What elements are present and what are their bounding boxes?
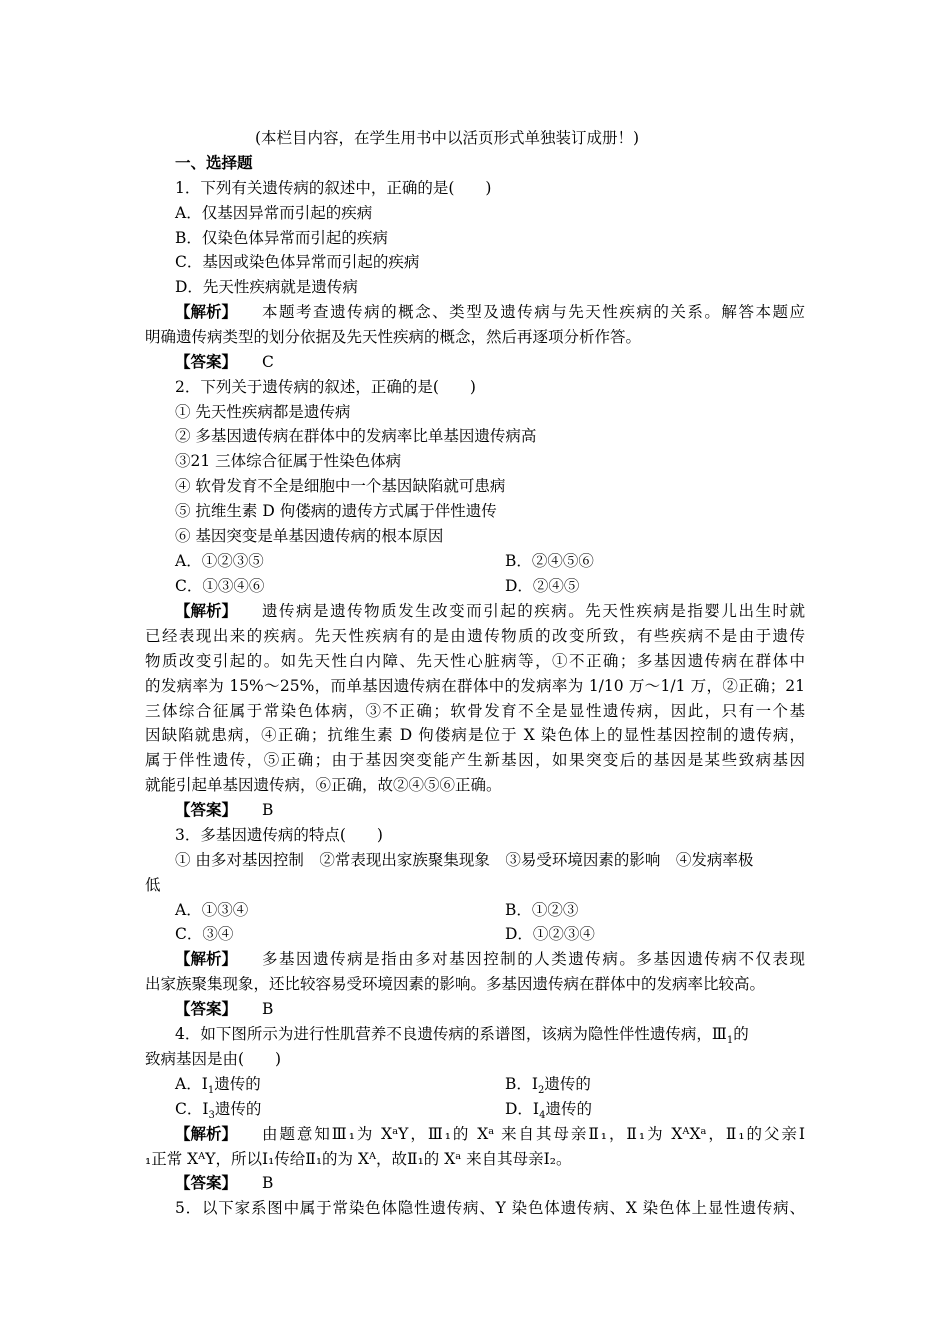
q2-analysis-label: 【解析】 <box>175 601 238 620</box>
q1-analysis-label: 【解析】 <box>175 302 238 321</box>
q4-option-a: A．$Ⅰ_1$遗传的 <box>175 1075 261 1097</box>
q2-stem: 2．下列关于遗传病的叙述，正确的是( ) <box>175 378 476 396</box>
q3-option-c: C．③④ <box>175 925 234 943</box>
q1-stem: 1．下列有关遗传病的叙述中，正确的是( ) <box>175 179 492 197</box>
q3-option-d: D．①②③④ <box>505 925 595 943</box>
q2-option-a: A．①②③⑤ <box>175 552 264 570</box>
q3-option-a: A．①③④ <box>175 901 249 919</box>
q4-stem: 4．如下图所示为进行性肌营养不良遗传病的系谱图，该病为隐性伴性遗传病，$Ⅲ_1$的 <box>175 1025 749 1047</box>
q2-option-d: D．②④⑤ <box>505 577 580 595</box>
q3-items: ① 由多对基因控制 ②常表现出家族聚集现象 ③易受环境因素的影响 ④发病率极 <box>175 851 754 869</box>
q2-analysis-line: 的发病率为 15%～25%，而单基因遗传病在群体中的发病率为 1/10 万～1/1 万，②正确；21 <box>145 677 805 695</box>
q3-items-cont: 低 <box>145 876 161 894</box>
q1-option-a: A．仅基因异常而引起的疾病 <box>175 204 373 222</box>
q2-analysis-line: 已经表现出来的疾病。先天性疾病有的是由遗传物质的改变所致，有些疾病不是由于遗传 <box>145 627 805 645</box>
q1-option-d: D．先天性疾病就是遗传病 <box>175 278 358 296</box>
q4-stem-cont: 致病基因是由( ) <box>145 1050 282 1068</box>
q4-analysis-line: ₁正常 XᴬY，所以Ⅰ₁传给Ⅱ₁的为 Xᴬ，故Ⅱ₁的 Xᵃ 来自其母亲Ⅰ₂。 <box>145 1150 572 1168</box>
q2-item: ② 多基因遗传病在群体中的发病率比单基因遗传病高 <box>175 427 537 445</box>
q1-analysis-line: 明确遗传病类型的划分依据及先天性疾病的概念，然后再逐项分析作答。 <box>145 328 642 346</box>
header-note: (本栏目内容，在学生用书中以活页形式单独装订成册！) <box>255 129 640 147</box>
q1-answer: C <box>262 353 274 371</box>
q4-option-b: B．$Ⅰ_2$遗传的 <box>505 1075 591 1097</box>
q1-option-c: C．基因或染色体异常而引起的疾病 <box>175 253 420 271</box>
q3-option-b: B．①②③ <box>505 901 579 919</box>
q2-analysis-line: 因缺陷就患病，④正确；抗维生素 D 佝偻病是位于 X 染色体上的显性基因控制的遗传病， <box>145 726 805 744</box>
q3-analysis-line: 出家族聚集现象，还比较容易受环境因素的影响。多基因遗传病在群体中的发病率比较高。 <box>145 975 766 993</box>
q4-analysis-label: 【解析】 <box>175 1124 238 1143</box>
q1-answer-label: 【答案】 <box>175 352 238 371</box>
q4-answer: B <box>262 1174 274 1192</box>
q4-option-c: C．$Ⅰ_3$遗传的 <box>175 1100 262 1122</box>
q4-analysis-line: 由题意知Ⅲ₁为 XᵃY，Ⅲ₁的 Xᵃ 来自其母亲Ⅱ₁，Ⅱ₁为 XᴬXᵃ，Ⅱ₁的父亲Ⅰ <box>262 1125 805 1143</box>
q3-answer-label: 【答案】 <box>175 999 238 1018</box>
q3-stem: 3．多基因遗传病的特点( ) <box>175 826 383 844</box>
q2-option-c: C．①③④⑥ <box>175 577 265 595</box>
q2-answer-label: 【答案】 <box>175 800 238 819</box>
q4-answer-label: 【答案】 <box>175 1173 238 1192</box>
q2-analysis-line: 物质改变引起的。如先天性白内障、先天性心脏病等，①不正确；多基因遗传病在群体中 <box>145 652 805 670</box>
q3-answer: B <box>262 1000 274 1018</box>
q2-item: ③21 三体综合征属于性染色体病 <box>175 452 402 470</box>
q1-analysis-line: 本题考查遗传病的概念、类型及遗传病与先天性疾病的关系。解答本题应 <box>262 303 805 321</box>
q2-analysis-line: 遗传病是遗传物质发生改变而引起的疾病。先天性疾病是指婴儿出生时就 <box>262 602 805 620</box>
q2-item: ⑥ 基因突变是单基因遗传病的根本原因 <box>175 527 444 545</box>
q2-item: ① 先天性疾病都是遗传病 <box>175 403 351 421</box>
q5-stem: 5．以下家系图中属于常染色体隐性遗传病、Y 染色体遗传病、X 染色体上显性遗传病、 <box>175 1199 805 1217</box>
q2-option-b: B．②④⑤⑥ <box>505 552 594 570</box>
q2-answer: B <box>262 801 274 819</box>
section-title: 一、选择题 <box>175 154 253 172</box>
q2-item: ④ 软骨发育不全是细胞中一个基因缺陷就可患病 <box>175 477 506 495</box>
q4-option-d: D．$Ⅰ_4$遗传的 <box>505 1100 592 1122</box>
q2-item: ⑤ 抗维生素 D 佝偻病的遗传方式属于伴性遗传 <box>175 502 497 520</box>
q2-analysis-line: 就能引起单基因遗传病，⑥正确，故②④⑤⑥正确。 <box>145 776 502 794</box>
q3-analysis-label: 【解析】 <box>175 949 238 968</box>
q1-option-b: B．仅染色体异常而引起的疾病 <box>175 229 388 247</box>
q2-analysis-line: 属于伴性遗传，⑤正确；由于基因突变能产生新基因，如果突变后的基因是某些致病基因 <box>145 751 805 769</box>
q3-analysis-line: 多基因遗传病是指由多对基因控制的人类遗传病。多基因遗传病不仅表现 <box>262 950 805 968</box>
q2-analysis-line: 三体综合征属于常染色体病，③不正确；软骨发育不全是显性遗传病，因此，只有一个基 <box>145 702 805 720</box>
